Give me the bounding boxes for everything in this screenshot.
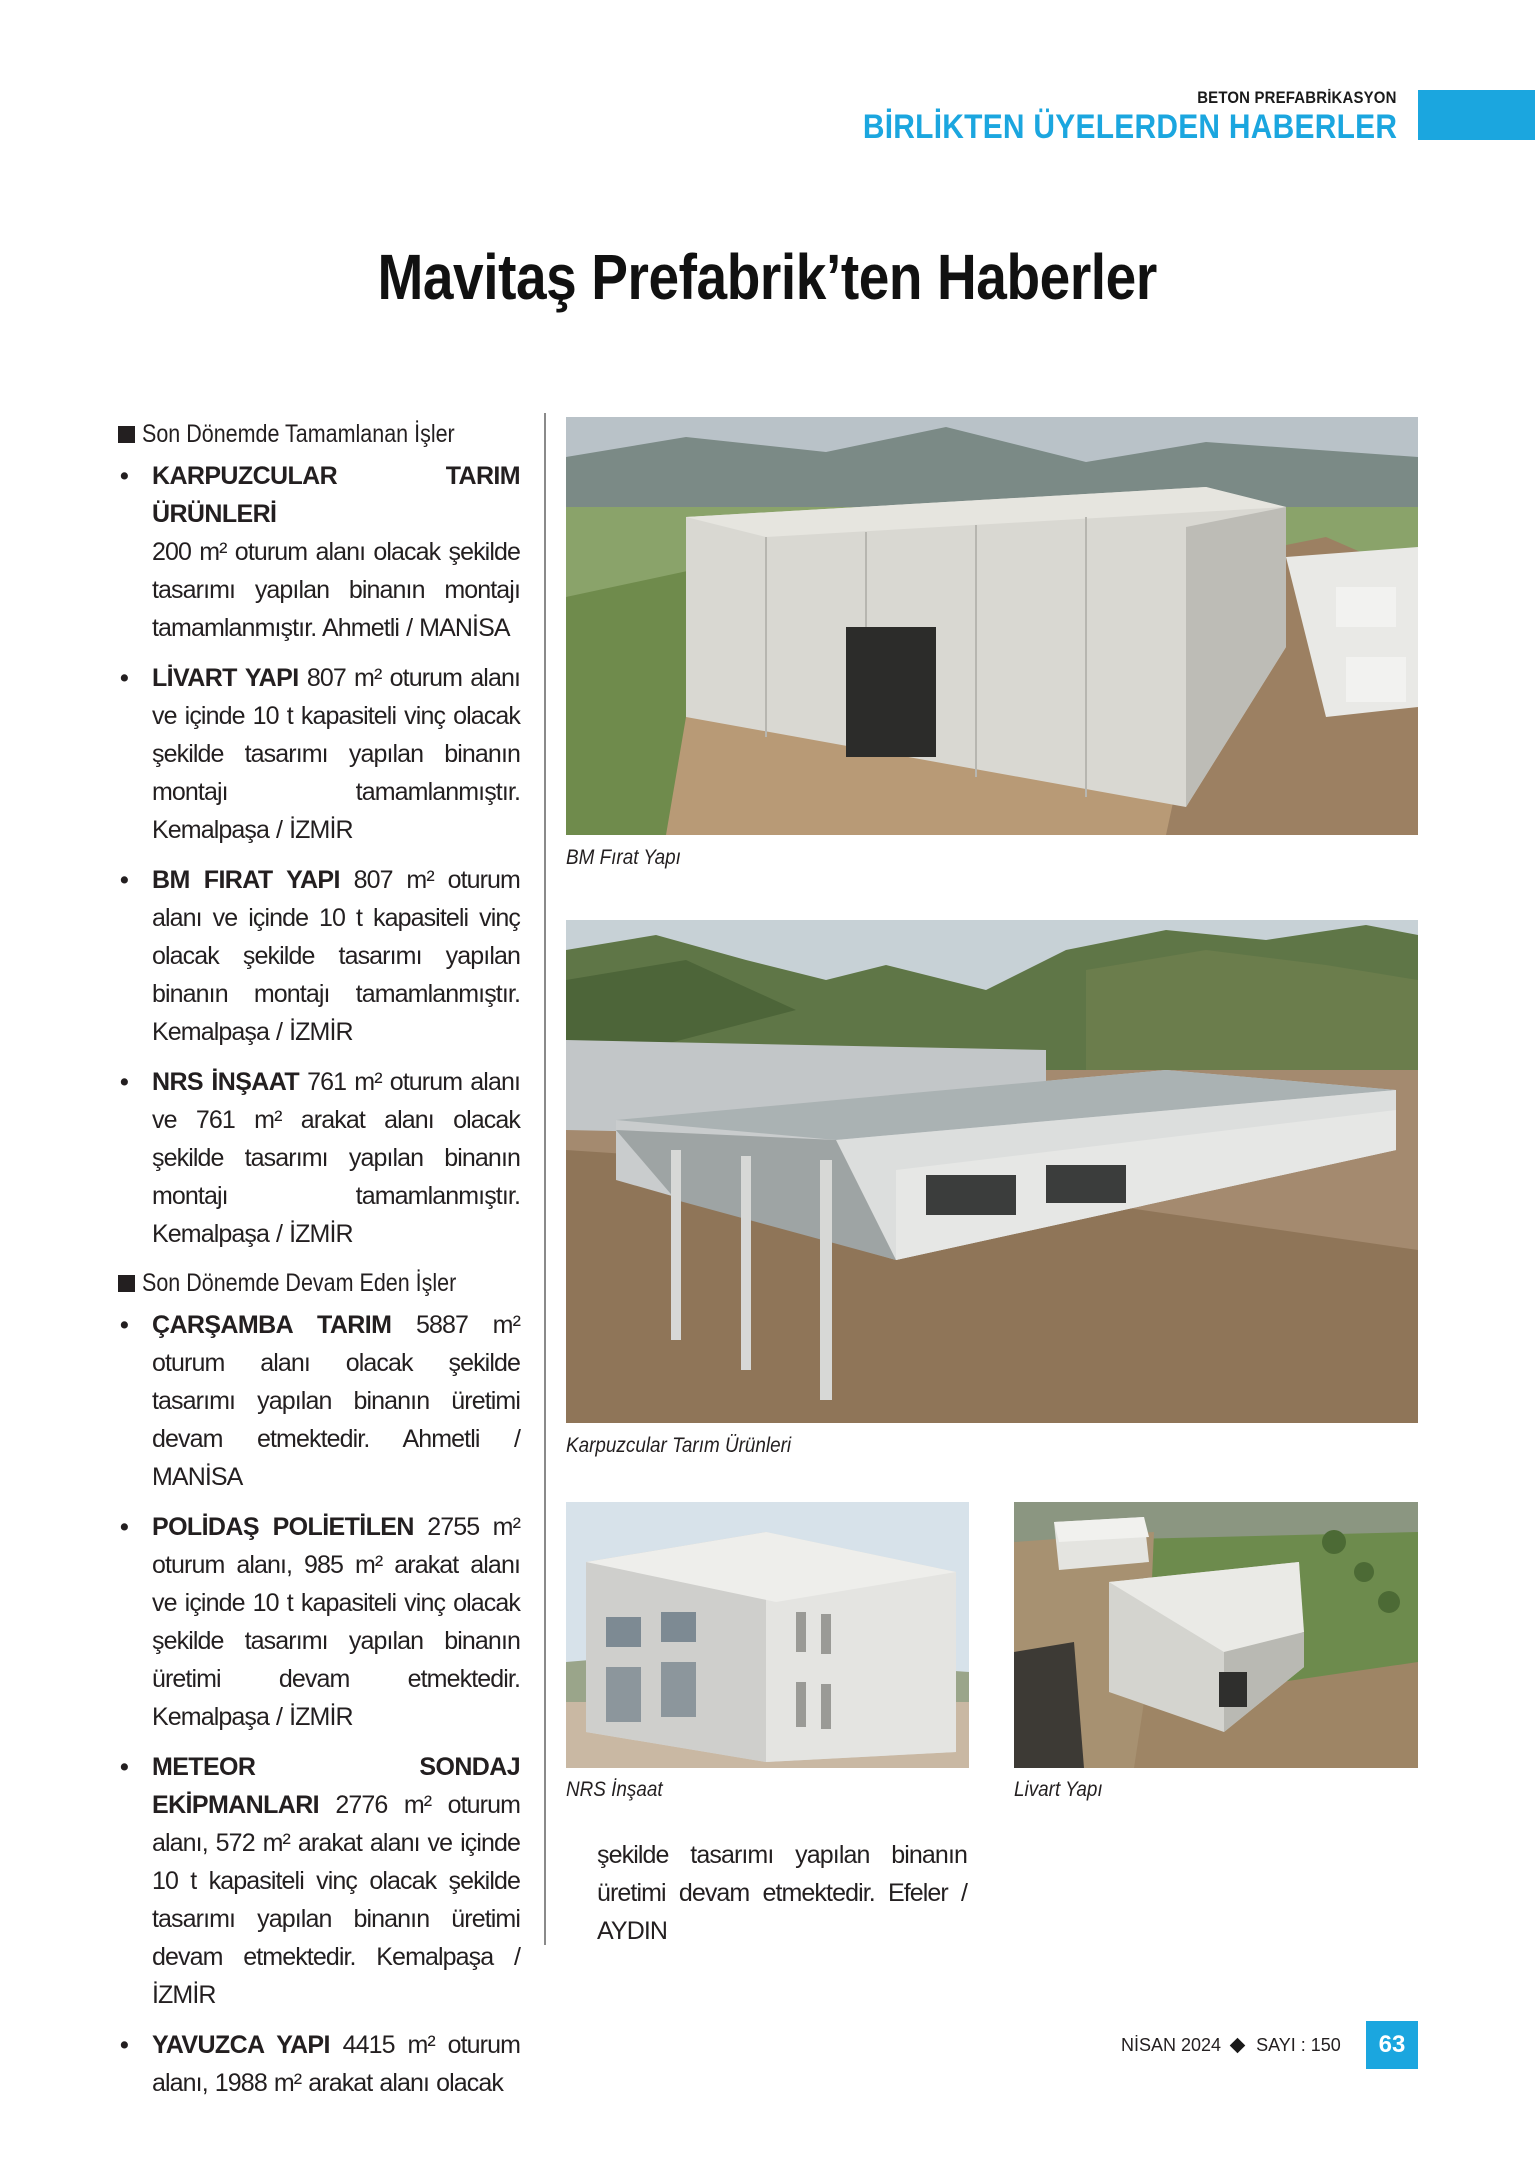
- issue-date: NİSAN 2024: [1121, 2035, 1222, 2055]
- photo-livart-yapi: [1014, 1502, 1418, 1768]
- magazine-kicker: BETON PREFABRİKASYON: [1197, 88, 1397, 107]
- company-name: METEOR SONDAJ EKİPMANLARI: [152, 1753, 520, 1819]
- company-name: POLİDAŞ POLİETİLEN: [152, 1513, 414, 1541]
- issue-info: [1121, 2035, 1341, 2056]
- list-item: • POLİDAŞ POLİETİLEN 2755 m² oturum alanı, 985 m² arakat alanı ve içinde 10 t kapasiteli vinç olacak şekilde tasarımı yapılan binanın üretimi devam etmektedir. Kemalpaşa / İZMİR: [120, 1513, 520, 1731]
- photo-caption: NRS İnşaat: [566, 1778, 663, 1801]
- list-item: • LİVART YAPI 807 m² oturum alanı ve içinde 10 t kapasiteli vinç olacak şekilde tasarımı yapılan binanın montajı tamamlanmıştır. Kemalpaşa / İZMİR: [120, 664, 521, 844]
- column-divider: [544, 413, 546, 1945]
- list-item: • METEOR SONDAJ EKİPMANLARI 2776 m² oturum alanı, 572 m² arakat alanı ve içinde 10 t kapasiteli vinç olacak şekilde tasarımı yapılan binanın üretimi devam etmektedir. Kemalpaşa / İZMİR: [120, 1753, 520, 2009]
- company-name: BM FIRAT YAPI: [152, 866, 340, 894]
- diamond-icon: [1230, 2038, 1246, 2054]
- section-title: BİRLİKTEN ÜYELERDEN HABERLER: [862, 108, 1397, 146]
- photo-bm-firat-yapi: [566, 417, 1418, 835]
- company-name: ÇARŞAMBA TARIM: [152, 1311, 392, 1339]
- photo-nrs-insaat: [566, 1502, 969, 1768]
- company-name: LİVART YAPI: [152, 664, 299, 692]
- list-item: • NRS İNŞAAT 761 m² oturum alanı ve 761 m² arakat alanı olacak şekilde tasarımı yapılan binanın montajı tamamlanmıştır. Kemalpaşa / İZMİR: [120, 1068, 520, 1248]
- company-name: YAVUZCA YAPI: [152, 2031, 330, 2059]
- company-name: NRS İNŞAAT: [152, 1068, 300, 1096]
- company-name: KARPUZCULAR TARIM ÜRÜNLERİ: [152, 462, 520, 528]
- photo-karpuzcular-tarim: [566, 920, 1418, 1423]
- article-body: [118, 416, 520, 2114]
- article-title: Mavitaş Prefabrik’ten Haberler: [377, 241, 1158, 313]
- section-heading-ongoing: Son Dönemde Devam Eden İşler: [118, 1265, 520, 1302]
- section-heading-completed: Son Dönemde Tamamlanan İşler: [118, 416, 520, 453]
- page-number: 63: [1366, 2021, 1418, 2069]
- issue-number: SAYI : 150: [1256, 2035, 1341, 2055]
- list-item: • KARPUZCULAR TARIM ÜRÜNLERİ 200 m² oturum alanı olacak şekilde tasarımı yapılan binanın montajı tamamlanmıştır. Ahmetli / MANİSA: [120, 462, 520, 642]
- continued-text: şekilde tasarımı yapılan binanın üretimi devam etmektedir. Efeler / AYDIN: [597, 1841, 967, 1945]
- photo-caption: Karpuzcular Tarım Ürünleri: [566, 1434, 792, 1457]
- accent-bar: [1418, 90, 1535, 140]
- list-item: • ÇARŞAMBA TARIM 5887 m² oturum alanı olacak şekilde tasarımı yapılan binanın üretimi devam etmektedir. Ahmetli / MANİSA: [120, 1311, 520, 1491]
- photo-caption: Livart Yapı: [1014, 1778, 1103, 1801]
- square-bullet-icon: [118, 1275, 135, 1292]
- list-item: • BM FIRAT YAPI 807 m² oturum alanı ve içinde 10 t kapasiteli vinç olacak şekilde tasarımı yapılan binanın montajı tamamlanmıştır. Kemalpaşa / İZMİR: [120, 866, 520, 1046]
- square-bullet-icon: [118, 426, 135, 443]
- photo-caption: BM Fırat Yapı: [566, 846, 681, 869]
- list-item: • YAVUZCA YAPI 4415 m² oturum alanı, 1988 m² arakat alanı olacak: [120, 2031, 521, 2097]
